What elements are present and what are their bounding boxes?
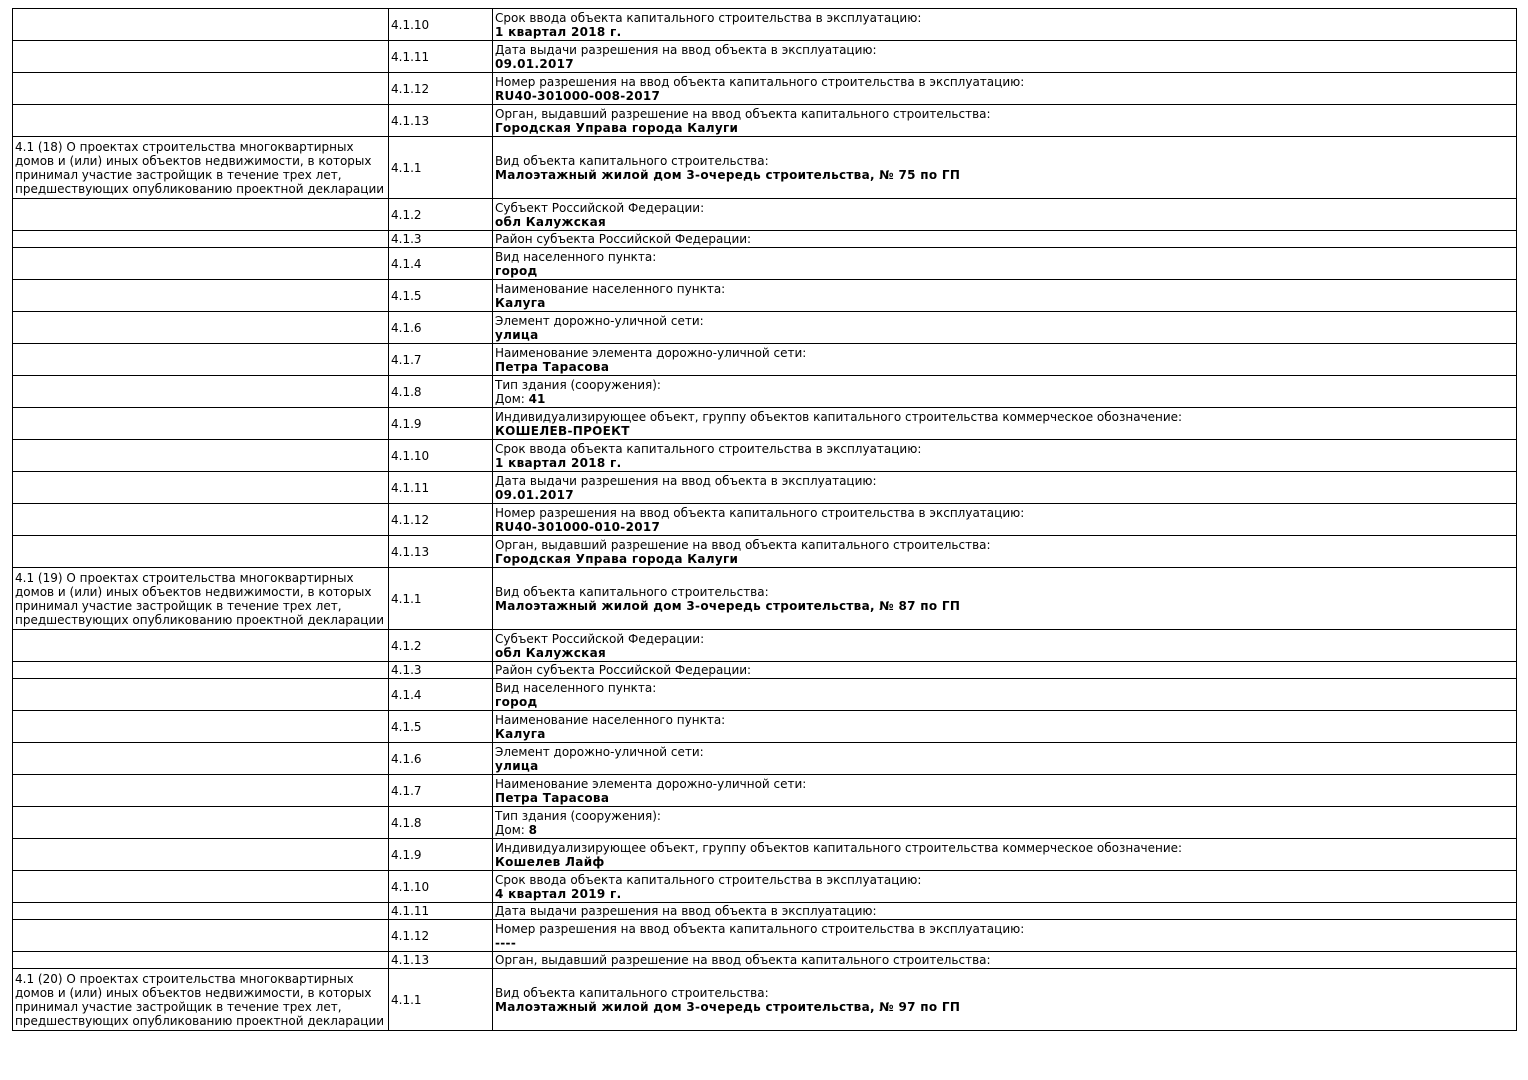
item-value: Малоэтажный жилой дом 3-очередь строительства, № 97 по ГП <box>495 999 961 1014</box>
table-row <box>13 662 1517 679</box>
item-value: Городская Управа города Калуги <box>495 120 739 135</box>
table-row <box>13 679 1517 711</box>
item-code: 4.1.1 <box>389 568 493 630</box>
item-content <box>493 9 1517 41</box>
item-value: Петра Тарасова <box>495 790 610 805</box>
item-label: Номер разрешения на ввод объекта капитального строительства в эксплуатацию: <box>495 74 1025 89</box>
item-code: 4.1.1 <box>389 969 493 1031</box>
item-label: Срок ввода объекта капитального строительства в эксплуатацию: <box>495 10 922 25</box>
item-code: 4.1.6 <box>389 312 493 344</box>
item-code: 4.1.13 <box>389 536 493 568</box>
item-content <box>493 743 1517 775</box>
section-cell <box>13 376 389 408</box>
item-label: Срок ввода объекта капитального строительства в эксплуатацию: <box>495 872 922 887</box>
item-label: Элемент дорожно-уличной сети: <box>495 313 704 328</box>
table-row <box>13 231 1517 248</box>
item-label: Индивидуализирующее объект, группу объектов капитального строительства коммерческое обозначение: <box>495 840 1183 855</box>
item-code: 4.1.13 <box>389 952 493 969</box>
item-code: 4.1.2 <box>389 199 493 231</box>
section-cell <box>13 248 389 280</box>
table-row <box>13 408 1517 440</box>
item-value-line <box>495 392 1514 406</box>
table-row <box>13 743 1517 775</box>
item-value: 4 квартал 2019 г. <box>495 886 622 901</box>
table-row <box>13 711 1517 743</box>
item-content <box>493 662 1517 679</box>
section-cell <box>13 408 389 440</box>
item-label: Наименование элемента дорожно-уличной сети: <box>495 776 807 791</box>
item-label: Срок ввода объекта капитального строительства в эксплуатацию: <box>495 441 922 456</box>
item-value: 1 квартал 2018 г. <box>495 24 622 39</box>
item-code: 4.1.12 <box>389 920 493 952</box>
table-row <box>13 344 1517 376</box>
item-label: Орган, выдавший разрешение на ввод объекта капитального строительства: <box>495 537 991 552</box>
item-code: 4.1.4 <box>389 248 493 280</box>
item-value: RU40-301000-008-2017 <box>495 88 661 103</box>
table-row <box>13 775 1517 807</box>
item-value: Кошелев Лайф <box>495 854 605 869</box>
section-cell <box>13 344 389 376</box>
section-title: 4.1 (18) О проектах строительства многоквартирных домов и (или) иных объектов недвижимости, в которых принимал участие застройщик в течение трех лет, предшествующих опубликованию проектной декларации <box>13 137 389 199</box>
item-content <box>493 711 1517 743</box>
item-label: Элемент дорожно-уличной сети: <box>495 744 704 759</box>
declaration-table <box>12 8 1517 1031</box>
item-code: 4.1.11 <box>389 472 493 504</box>
item-value: 1 квартал 2018 г. <box>495 455 622 470</box>
item-label: Номер разрешения на ввод объекта капитального строительства в эксплуатацию: <box>495 505 1025 520</box>
item-content <box>493 312 1517 344</box>
table-row <box>13 248 1517 280</box>
item-code: 4.1.10 <box>389 871 493 903</box>
item-content <box>493 903 1517 920</box>
table-body <box>13 9 1517 1031</box>
item-value: 09.01.2017 <box>495 56 574 71</box>
item-content <box>493 871 1517 903</box>
item-code: 4.1.13 <box>389 105 493 137</box>
item-content <box>493 969 1517 1031</box>
item-label: Субъект Российской Федерации: <box>495 631 705 646</box>
table-row <box>13 839 1517 871</box>
section-title: 4.1 (20) О проектах строительства многоквартирных домов и (или) иных объектов недвижимости, в которых принимал участие застройщик в течение трех лет, предшествующих опубликованию проектной декларации <box>13 969 389 1031</box>
item-code: 4.1.1 <box>389 137 493 199</box>
item-content <box>493 952 1517 969</box>
table-row <box>13 536 1517 568</box>
table-row <box>13 440 1517 472</box>
item-content <box>493 472 1517 504</box>
item-content <box>493 248 1517 280</box>
item-content <box>493 679 1517 711</box>
item-label: Наименование населенного пункта: <box>495 712 726 727</box>
section-cell <box>13 472 389 504</box>
item-value: 09.01.2017 <box>495 487 574 502</box>
item-content <box>493 137 1517 199</box>
item-label: Номер разрешения на ввод объекта капитального строительства в эксплуатацию: <box>495 921 1025 936</box>
item-value: Петра Тарасова <box>495 359 610 374</box>
table-row <box>13 312 1517 344</box>
item-label: Дата выдачи разрешения на ввод объекта в эксплуатацию: <box>495 473 877 488</box>
item-content <box>493 73 1517 105</box>
table-row <box>13 568 1517 630</box>
item-label: Вид объекта капитального строительства: <box>495 985 769 1000</box>
item-code: 4.1.7 <box>389 775 493 807</box>
item-content <box>493 376 1517 408</box>
item-label: Вид населенного пункта: <box>495 249 657 264</box>
item-label: Район субъекта Российской Федерации: <box>495 232 752 246</box>
section-cell <box>13 775 389 807</box>
table-row <box>13 280 1517 312</box>
item-code: 4.1.6 <box>389 743 493 775</box>
section-cell <box>13 952 389 969</box>
section-cell <box>13 280 389 312</box>
item-content <box>493 807 1517 839</box>
item-value-prefix: Дом: <box>495 822 529 837</box>
item-label: Вид объекта капитального строительства: <box>495 153 769 168</box>
table-row <box>13 903 1517 920</box>
item-code: 4.1.3 <box>389 662 493 679</box>
item-content <box>493 231 1517 248</box>
table-row <box>13 73 1517 105</box>
table-row <box>13 807 1517 839</box>
table-row <box>13 969 1517 1031</box>
item-label: Наименование элемента дорожно-уличной сети: <box>495 345 807 360</box>
section-cell <box>13 312 389 344</box>
item-code: 4.1.4 <box>389 679 493 711</box>
table-row <box>13 199 1517 231</box>
item-content <box>493 536 1517 568</box>
item-value: обл Калужская <box>495 645 607 660</box>
item-label: Субъект Российской Федерации: <box>495 200 705 215</box>
section-cell <box>13 871 389 903</box>
item-code: 4.1.12 <box>389 73 493 105</box>
item-code: 4.1.9 <box>389 839 493 871</box>
table-row <box>13 105 1517 137</box>
item-label: Дата выдачи разрешения на ввод объекта в эксплуатацию: <box>495 904 877 918</box>
item-value: Малоэтажный жилой дом 3-очередь строительства, № 75 по ГП <box>495 167 961 182</box>
table-row <box>13 137 1517 199</box>
item-code: 4.1.5 <box>389 711 493 743</box>
section-cell <box>13 41 389 73</box>
item-content <box>493 839 1517 871</box>
item-content <box>493 408 1517 440</box>
section-cell <box>13 807 389 839</box>
item-label: Индивидуализирующее объект, группу объектов капитального строительства коммерческое обозначение: <box>495 409 1183 424</box>
section-cell <box>13 711 389 743</box>
section-cell <box>13 105 389 137</box>
item-content <box>493 920 1517 952</box>
item-value: Малоэтажный жилой дом 3-очередь строительства, № 87 по ГП <box>495 598 961 613</box>
item-value: ---- <box>495 935 517 950</box>
item-value: 41 <box>528 391 546 406</box>
table-row <box>13 472 1517 504</box>
section-cell <box>13 73 389 105</box>
item-value: КОШЕЛЕВ-ПРОЕКТ <box>495 423 630 438</box>
item-code: 4.1.10 <box>389 9 493 41</box>
item-value: город <box>495 694 538 709</box>
item-code: 4.1.9 <box>389 408 493 440</box>
item-label: Тип здания (сооружения): <box>495 808 661 823</box>
section-cell <box>13 231 389 248</box>
section-cell <box>13 920 389 952</box>
item-label: Вид населенного пункта: <box>495 680 657 695</box>
table-row <box>13 952 1517 969</box>
item-code: 4.1.5 <box>389 280 493 312</box>
item-content <box>493 280 1517 312</box>
item-code: 4.1.8 <box>389 807 493 839</box>
item-content <box>493 440 1517 472</box>
item-label: Район субъекта Российской Федерации: <box>495 663 752 677</box>
item-code: 4.1.2 <box>389 630 493 662</box>
table-row <box>13 41 1517 73</box>
item-value: Калуга <box>495 295 546 310</box>
item-code: 4.1.11 <box>389 41 493 73</box>
table-row <box>13 9 1517 41</box>
section-cell <box>13 440 389 472</box>
section-cell <box>13 903 389 920</box>
item-label: Орган, выдавший разрешение на ввод объекта капитального строительства: <box>495 953 991 967</box>
item-code: 4.1.11 <box>389 903 493 920</box>
item-code: 4.1.3 <box>389 231 493 248</box>
item-value: обл Калужская <box>495 214 607 229</box>
item-value: Городская Управа города Калуги <box>495 551 739 566</box>
item-value-line <box>495 823 1514 837</box>
item-label: Дата выдачи разрешения на ввод объекта в эксплуатацию: <box>495 42 877 57</box>
section-cell <box>13 9 389 41</box>
item-value: улица <box>495 327 539 342</box>
item-value: улица <box>495 758 539 773</box>
item-content <box>493 504 1517 536</box>
item-content <box>493 568 1517 630</box>
section-cell <box>13 679 389 711</box>
item-code: 4.1.7 <box>389 344 493 376</box>
item-content <box>493 775 1517 807</box>
section-cell <box>13 630 389 662</box>
item-label: Вид объекта капитального строительства: <box>495 584 769 599</box>
table-row <box>13 376 1517 408</box>
item-value: Калуга <box>495 726 546 741</box>
section-cell <box>13 662 389 679</box>
item-label: Орган, выдавший разрешение на ввод объекта капитального строительства: <box>495 106 991 121</box>
item-content <box>493 344 1517 376</box>
section-cell <box>13 743 389 775</box>
table-row <box>13 871 1517 903</box>
item-label: Тип здания (сооружения): <box>495 377 661 392</box>
item-value: 8 <box>528 822 537 837</box>
item-content <box>493 630 1517 662</box>
table-row <box>13 630 1517 662</box>
item-content <box>493 199 1517 231</box>
section-cell <box>13 199 389 231</box>
item-value: RU40-301000-010-2017 <box>495 519 661 534</box>
item-value-prefix: Дом: <box>495 391 529 406</box>
item-value: город <box>495 263 538 278</box>
table-row <box>13 504 1517 536</box>
item-content <box>493 105 1517 137</box>
item-content <box>493 41 1517 73</box>
item-code: 4.1.8 <box>389 376 493 408</box>
section-cell <box>13 504 389 536</box>
item-label: Наименование населенного пункта: <box>495 281 726 296</box>
item-code: 4.1.10 <box>389 440 493 472</box>
table-row <box>13 920 1517 952</box>
item-code: 4.1.12 <box>389 504 493 536</box>
section-cell <box>13 536 389 568</box>
section-cell <box>13 839 389 871</box>
section-title: 4.1 (19) О проектах строительства многоквартирных домов и (или) иных объектов недвижимости, в которых принимал участие застройщик в течение трех лет, предшествующих опубликованию проектной декларации <box>13 568 389 630</box>
